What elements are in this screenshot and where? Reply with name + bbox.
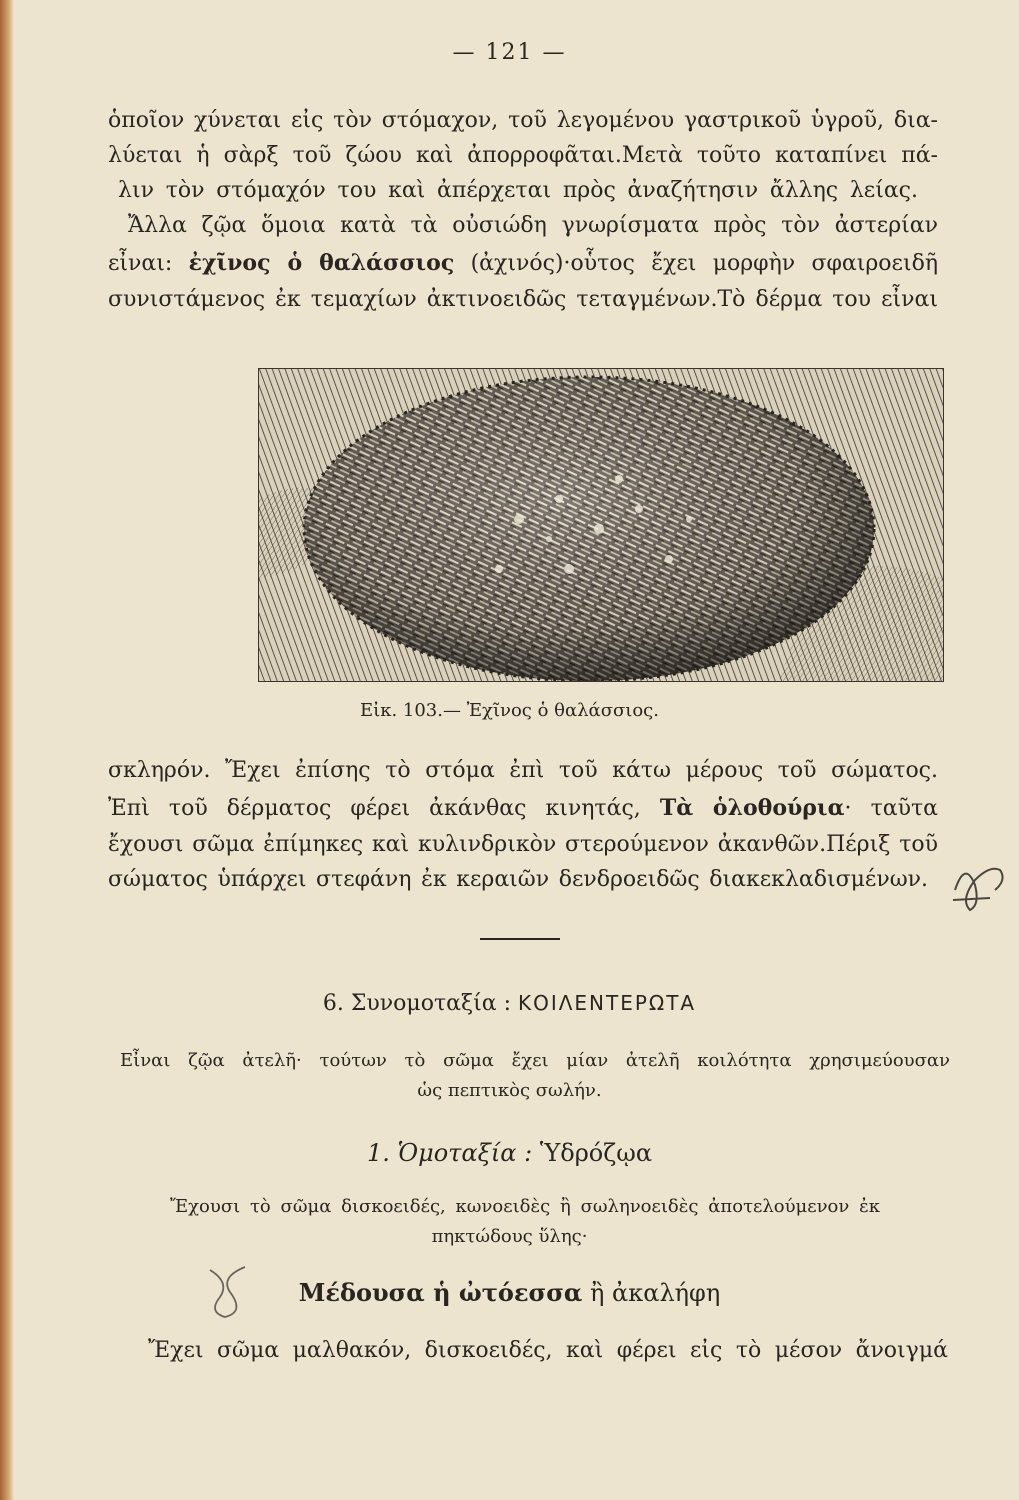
text-line: συνιστάμενος ἐκ τεμαχίων ἀκτινοειδῶς τεταγμένων.Τὸ δέρμα του εἶναι <box>108 287 938 312</box>
text-line: σώματος ὑπάρχει στεφάνη ἐκ κεραιῶν δενδροειδῶς διακεκλαδισμένων. <box>108 867 928 892</box>
term-echinus: ἐχῖνος ὁ θαλάσσιος <box>188 250 455 276</box>
sea-urchin-illustration <box>259 369 943 681</box>
species-heading <box>0 1280 1019 1306</box>
figure-sea-urchin <box>258 368 944 682</box>
text-line: Ἔχουσι τὸ σῶμα δισκοειδές, κωνοειδὲς ἢ σωληνοειδὲς ἀποτελούμενον ἐκ <box>170 1196 880 1217</box>
section-title: ΚΟΙΛΕΝΤΕΡΩΤΑ <box>517 991 697 1015</box>
text-fragment: · ταῦτα <box>844 796 938 821</box>
text-fragment: Ἐπὶ τοῦ δέρματος φέρει ἀκάνθας κινητάς, <box>108 796 660 821</box>
section-divider <box>480 938 560 940</box>
text-line: ὁποῖον χύνεται εἰς τὸν στόμαχον, τοῦ λεγομένου γαστρικοῦ ὑγροῦ, δια- <box>108 108 938 133</box>
section-heading <box>0 990 1019 1017</box>
term-holothurians: Τὰ ὁλοθούρια <box>659 795 845 821</box>
text-line: ἔχουσι σῶμα ἐπίμηκες καὶ κυλινδρικὸν στερούμενον ἀκανθῶν.Πέριξ τοῦ <box>108 832 938 857</box>
figure-caption: Εἰκ. 103.— Ἐχῖνος ὁ θαλάσσιος. <box>360 700 659 721</box>
text-line: ὡς πεπτικὸς σωλήν. <box>417 1080 602 1101</box>
section-number: 6. Συνομοταξία : <box>322 991 511 1016</box>
text-fragment: (ἀχινός)·οὗτος ἔχει μορφὴν σφαιροειδῆ <box>454 251 939 276</box>
subsection-number: 1. Ὁμοταξία : <box>366 1139 533 1167</box>
page-number: — 121 — <box>452 40 567 65</box>
text-line: λύεται ἡ σὰρξ τοῦ ζώου καὶ ἀπορροφᾶται.Μετὰ τοῦτο καταπίνει πά- <box>108 143 938 168</box>
text-line: Ἄλλα ζῷα ὅμοια κατὰ τὰ οὐσιώδη γνωρίσματα πρὸς τὸν ἀστερίαν <box>128 213 938 238</box>
text-line <box>108 795 938 822</box>
page-binding-edge <box>0 0 14 1500</box>
text-line: Ἔχει σῶμα μαλθακόν, δισκοειδές, καὶ φέρει εἰς τὸ μέσον ἄνοιγμά <box>148 1338 948 1363</box>
subsection-heading <box>0 1140 1019 1166</box>
species-name: Μέδουσα ἡ ὠτόεσσα <box>298 1278 583 1307</box>
text-line: πηκτώδους ὕλης· <box>431 1226 588 1247</box>
text-line <box>108 250 938 277</box>
species-alt-name: ἢ ἀκαλήφη <box>582 1279 721 1307</box>
text-line: σκληρόν. Ἔχει ἐπίσης τὸ στόμα ἐπὶ τοῦ κάτω μέρους τοῦ σώματος. <box>108 758 938 783</box>
subsection-title: Ὑδρόζῳα <box>539 1139 653 1167</box>
text-line: Εἶναι ζῷα ἀτελῆ· τούτων τὸ σῶμα ἔχει μίαν ἀτελῆ κοιλότητα χρησιμεύουσαν <box>120 1050 950 1071</box>
handwritten-margin-note <box>945 850 1015 920</box>
text-fragment: εἶναι: <box>108 251 189 276</box>
text-line: λιν τὸν στόμαχόν του καὶ ἀπέρχεται πρὸς ἀναζήτησιν ἄλλης λείας. <box>118 178 918 203</box>
